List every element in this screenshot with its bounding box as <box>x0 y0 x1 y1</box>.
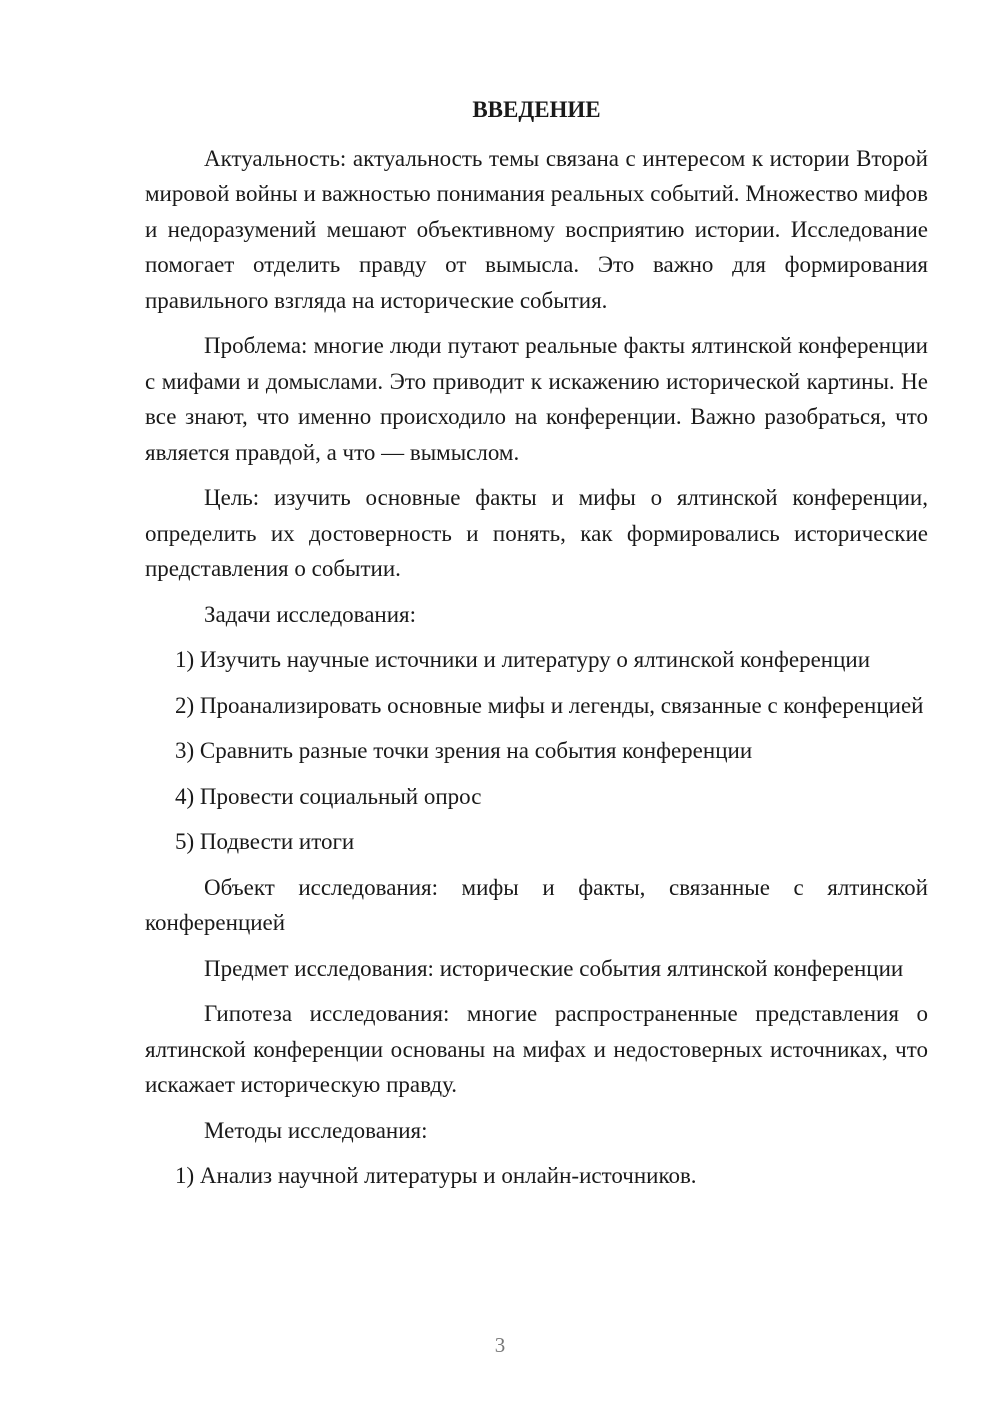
task-item-5: 5) Подвести итоги <box>175 829 355 854</box>
task-item-2: 2) Проанализировать основные мифы и легенды, связанные с конференцией <box>175 692 924 718</box>
section-title: ВВЕДЕНИЕ <box>472 97 601 122</box>
paragraph-goal: Цель: изучить основные факты и мифы о ялтинской конференции, определить их достоверность и понять, как формировались исторические представления о событии. <box>145 485 928 581</box>
paragraph-subject: Предмет исследования: исторические события ялтинской конференции <box>204 955 904 981</box>
paragraph-relevance: Актуальность: актуальность темы связана с интересом к истории Второй мировой войны и важностью понимания реальных событий. Множество мифов и недоразумений мешают объективному восприятию истории. Исследование помогает отделить правду от вымысла. Это важно для формирования правильного взгляда на исторические события. <box>145 145 928 313</box>
paragraph-methods-heading: Методы исследования: <box>204 1117 428 1143</box>
paragraph-hypothesis: Гипотеза исследования: многие распространенные представления о ялтинской конференции основаны на мифах и недостоверных источниках, что искажает историческую правду. <box>145 1001 928 1097</box>
paragraph-tasks-heading: Задачи исследования: <box>204 601 417 627</box>
task-item-3: 3) Сравнить разные точки зрения на события конференции <box>175 738 753 763</box>
paragraph-problem: Проблема: многие люди путают реальные факты ялтинской конференции с мифами и домыслами. Это приводит к искажению исторической картины. Не все знают, что именно происходило на конференции. Важно разобраться, что является правдой, а что — вымыслом. <box>145 333 928 465</box>
task-item-1: 1) Изучить научные источники и литературу о ялтинской конференции <box>175 647 871 672</box>
page-content <box>145 92 928 1204</box>
task-item-4: 4) Провести социальный опрос <box>175 783 482 809</box>
method-item-1: 1) Анализ научной литературы и онлайн-источников. <box>175 1163 697 1188</box>
paragraph-object: Объект исследования: мифы и факты, связанные с ялтинской конференцией <box>145 874 928 935</box>
page-number: 3 <box>494 1333 506 1357</box>
